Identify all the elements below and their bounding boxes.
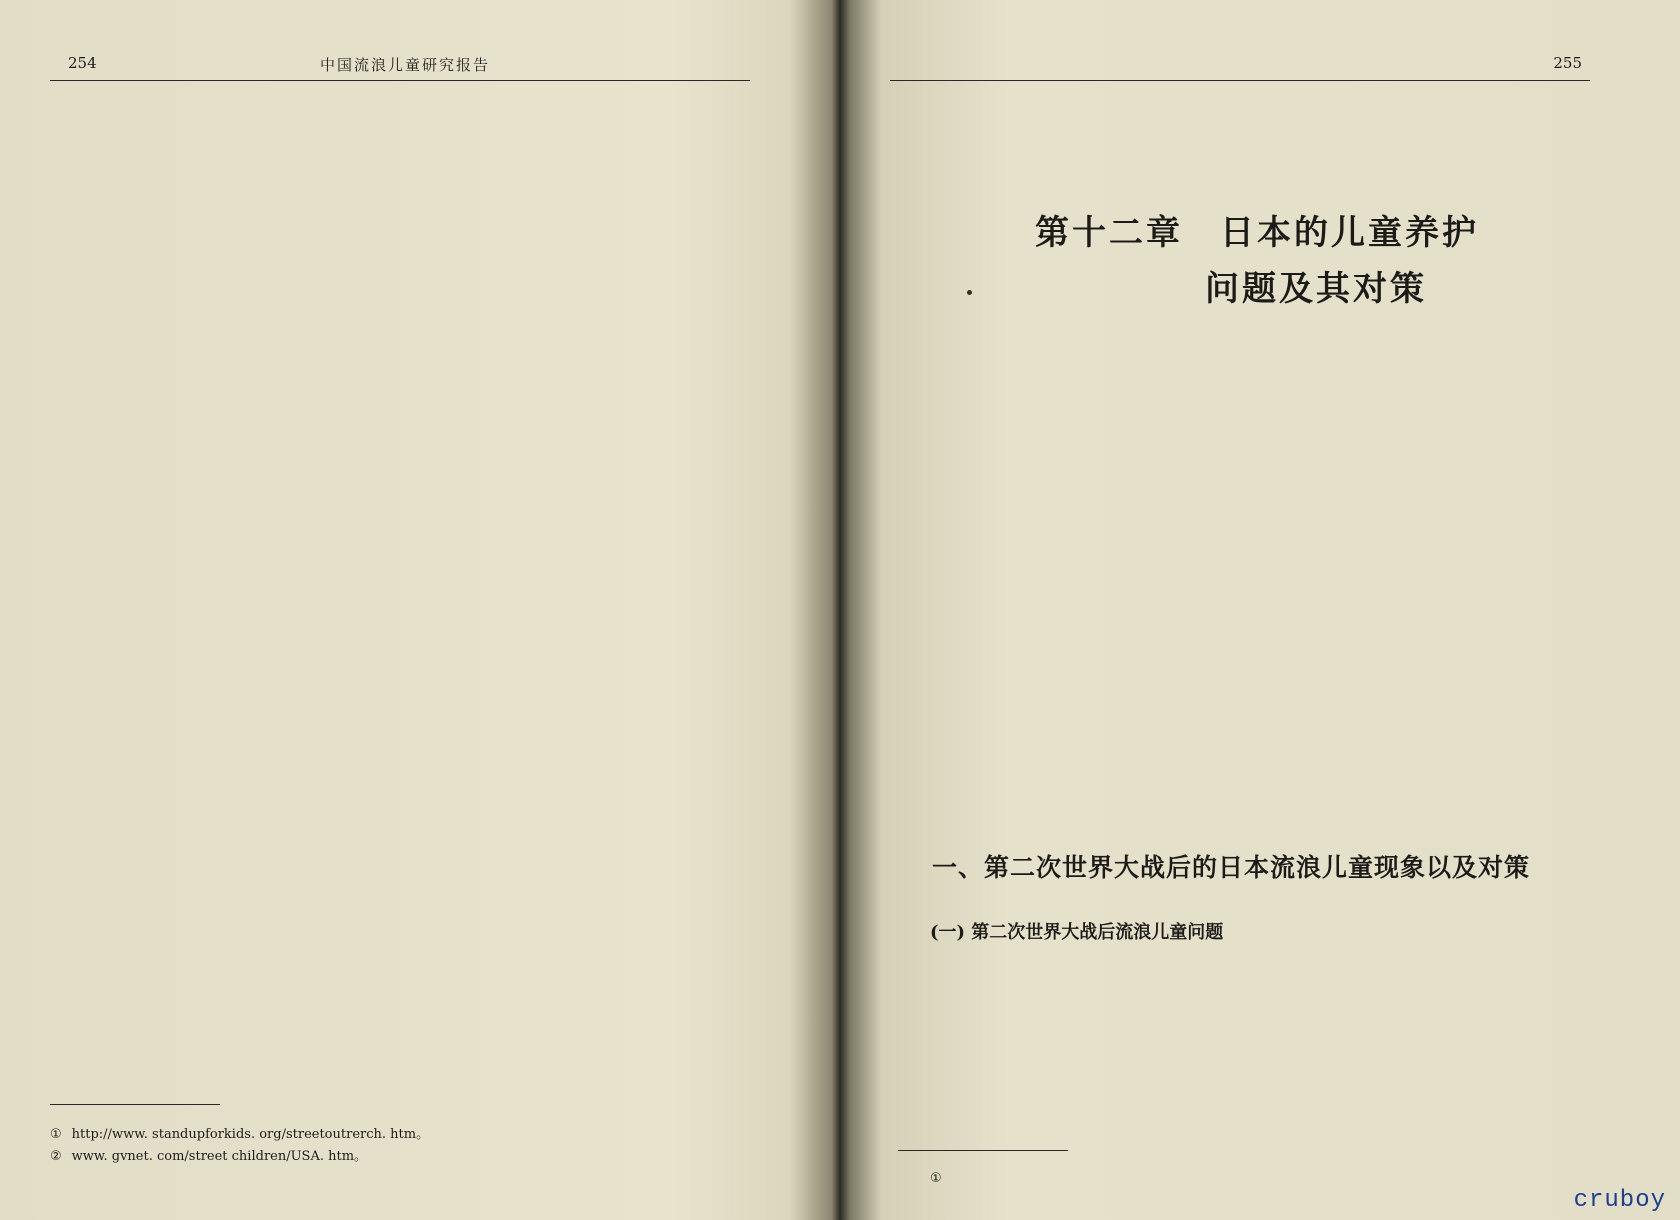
chapter-title bbox=[1035, 205, 1479, 317]
subsection-heading: (一) 第二次世界大战后流浪儿童问题 bbox=[930, 922, 1224, 943]
right-page-header bbox=[890, 0, 1590, 86]
chapter-title-line1: 第十二章 日本的儿童养护 bbox=[1035, 213, 1479, 253]
footnote-2 bbox=[50, 1146, 740, 1168]
footnote-mark: ① bbox=[930, 1171, 942, 1186]
header-rule-left bbox=[50, 80, 750, 81]
footnote-text: www. gvnet. com/street children/USA. htm。 bbox=[71, 1149, 368, 1164]
ink-speck bbox=[967, 290, 972, 295]
footnote-rule-right bbox=[898, 1150, 1068, 1151]
footnote-text: http://www. standupforkids. org/streetoutrerch. htm。 bbox=[71, 1127, 430, 1142]
footnotes-left bbox=[50, 1124, 740, 1168]
page-number-left: 254 bbox=[68, 54, 97, 72]
right-page bbox=[890, 0, 1590, 1220]
footnote-1 bbox=[930, 1168, 1580, 1190]
chapter-title-line2: 问题及其对策 bbox=[1205, 269, 1427, 309]
footnote-mark: ① bbox=[50, 1127, 62, 1142]
watermark: cruboy bbox=[1573, 1187, 1666, 1214]
page-number-right: 255 bbox=[1553, 54, 1582, 72]
header-rule-right bbox=[890, 80, 1590, 81]
running-head: 中国流浪儿童研究报告 bbox=[320, 56, 491, 74]
left-page bbox=[50, 0, 750, 1220]
footnote-rule-left bbox=[50, 1104, 220, 1105]
left-page-header bbox=[50, 0, 750, 86]
footnote-mark: ② bbox=[50, 1149, 62, 1164]
footnotes-right bbox=[930, 1168, 1580, 1190]
section-heading: 一、第二次世界大战后的日本流浪儿童现象以及对策 bbox=[932, 853, 1531, 882]
footnote-1 bbox=[50, 1124, 740, 1146]
